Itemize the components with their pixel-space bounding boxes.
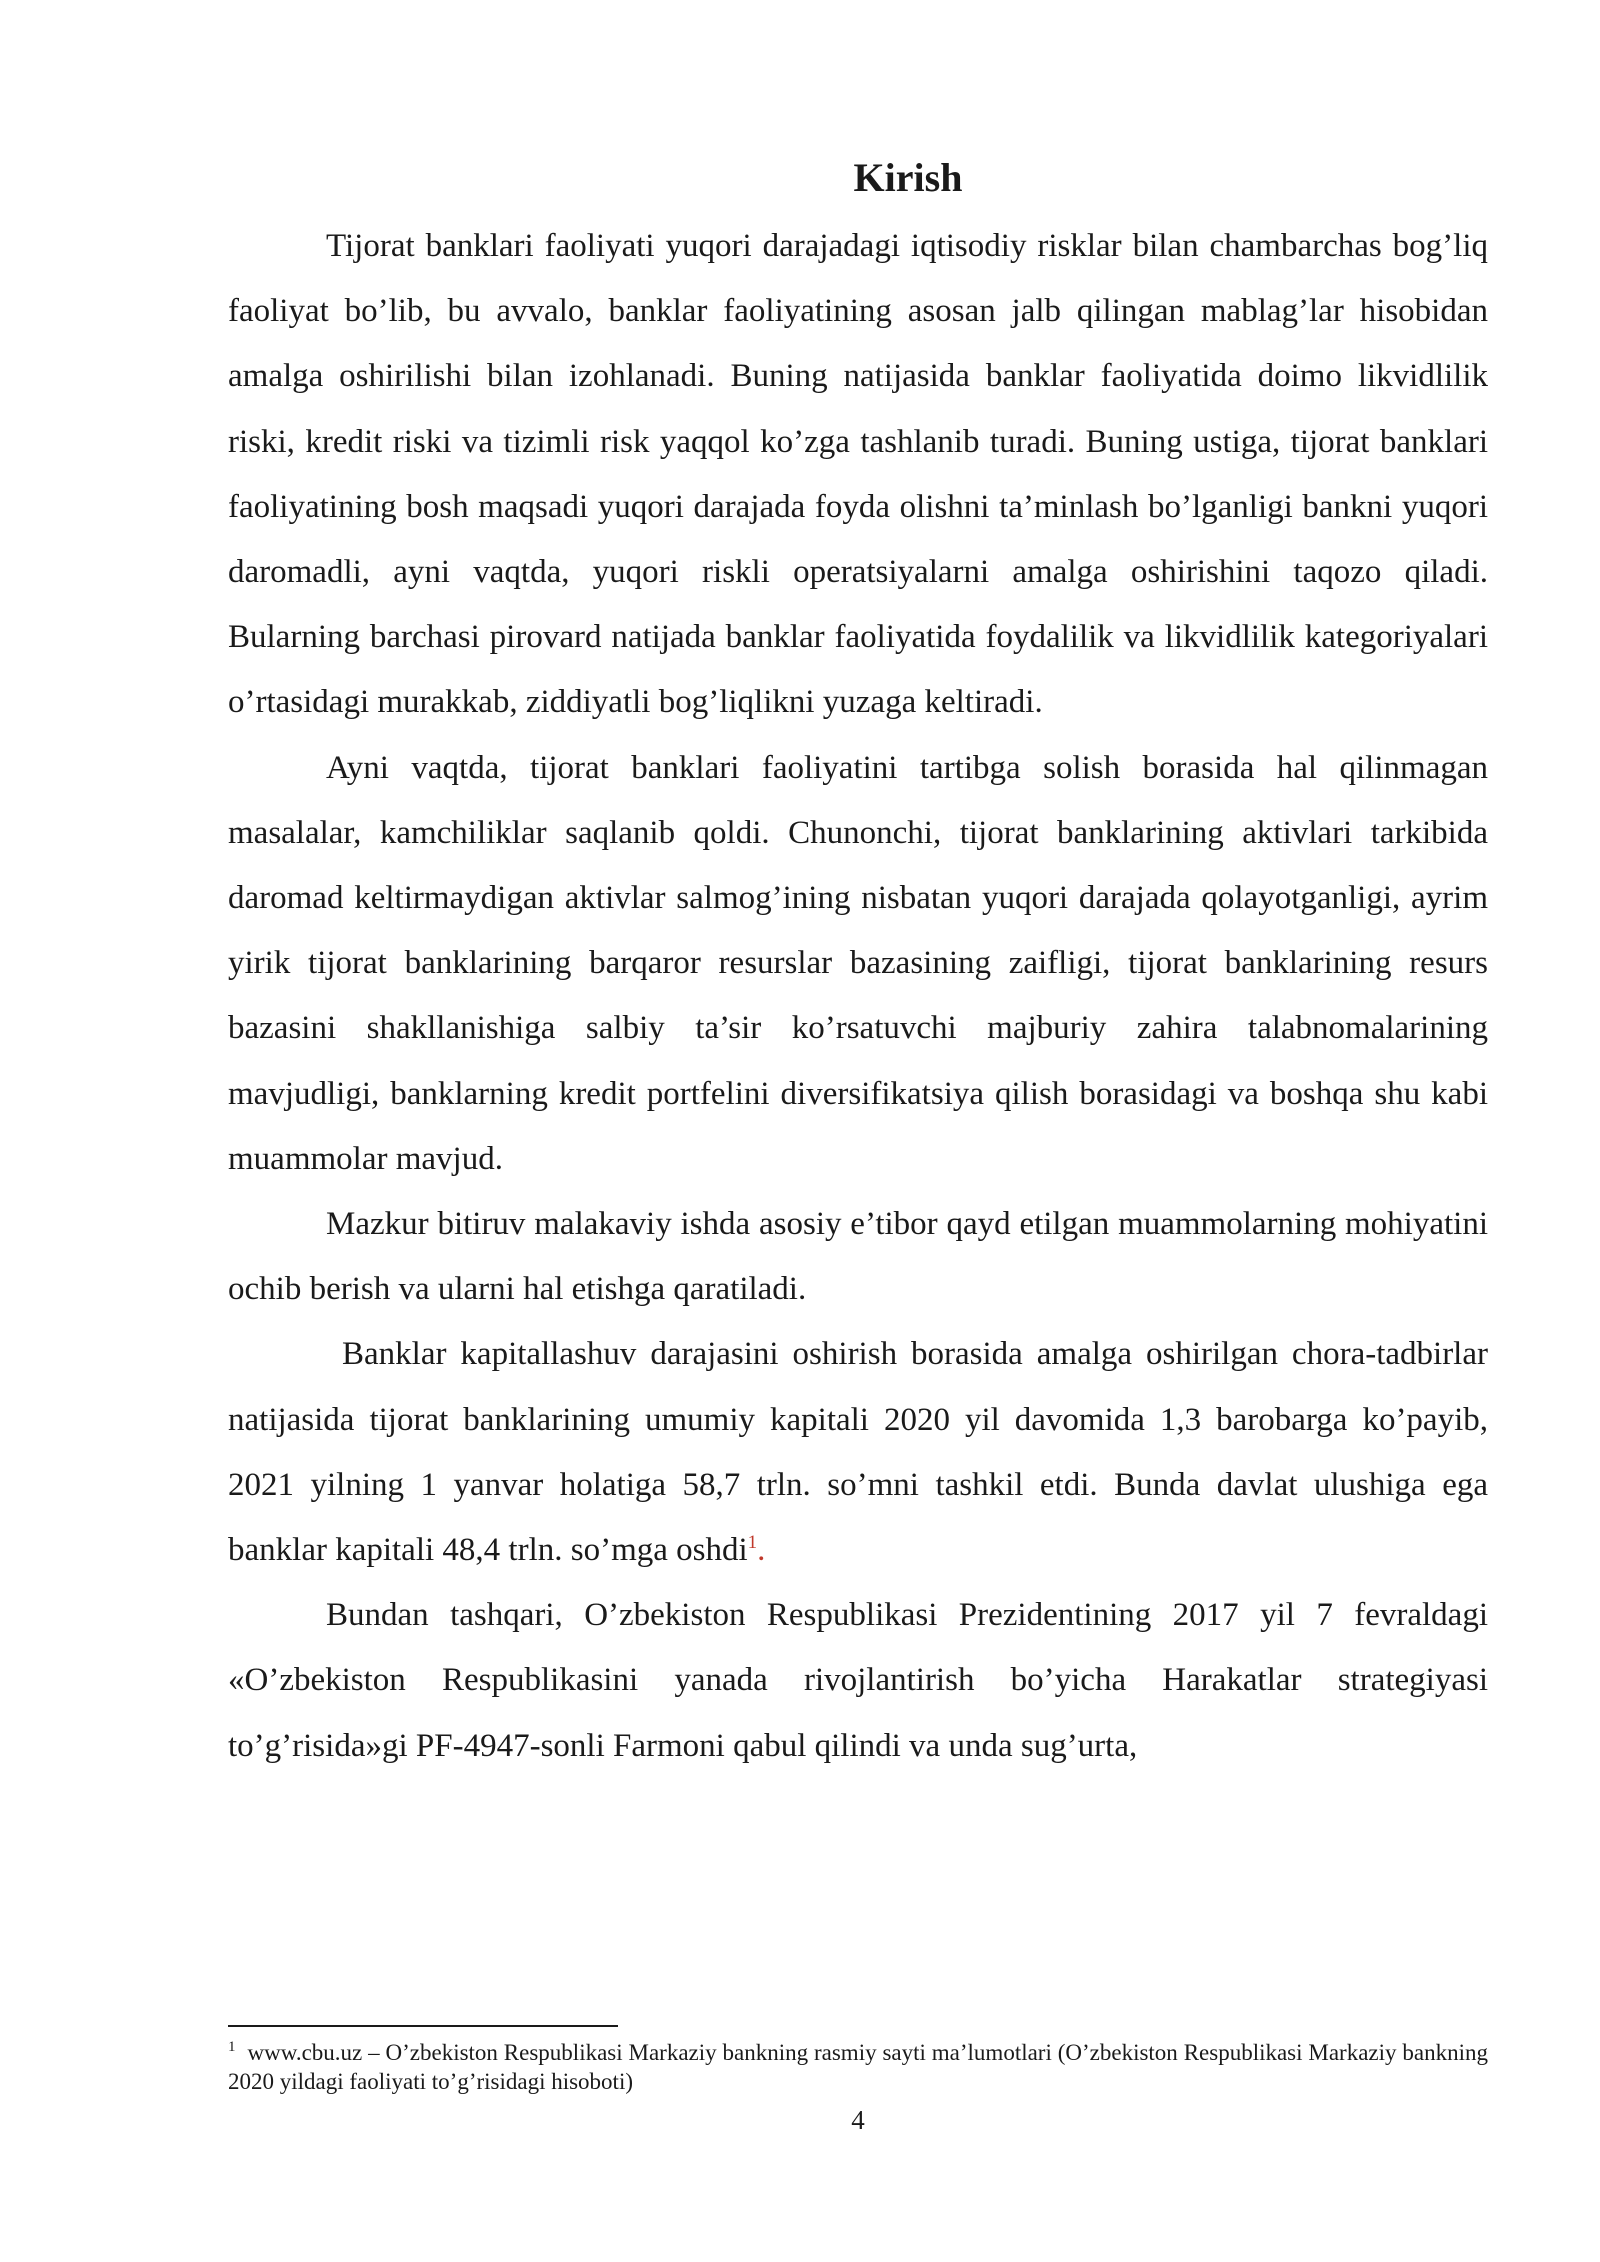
section-heading: Kirish (853, 155, 963, 200)
paragraph-4 (228, 1322, 1488, 1583)
page-number: 4 (851, 2105, 865, 2135)
paragraph-4-text: Banklar kapitallashuv darajasini oshirish borasida amalga oshirilgan chora-tadbirlar natijasida tijorat banklarining umumiy kapitali 2020 yil davomida 1,3 barobarga ko’payib, 2021 yilning 1 yanvar holatiga 58,7 trln. so’mni tashkil etdi. Bunda davlat ulushiga ega banklar kapitali 48,4 trln. so’mga oshdi (228, 1336, 1488, 1569)
paragraph-2: Ayni vaqtda, tijorat banklari faoliyatini tartibga solish borasida hal qilinmagan masalalar, kamchiliklar saqlanib qoldi. Chunonchi, tijorat banklarining aktivlari tarkibida daromad keltirmaydigan aktivlar salmog’ining nisbatan yuqori darajada qolayotganligi, ayrim yirik tijorat banklarining barqaror resurslar bazasining zaifligi, tijorat banklarining resurs bazasini shakllanishiga salbiy ta’sir ko’rsatuvchi majburiy zahira talabnomalarining mavjudligi, banklarning kredit portfelini diversifikatsiya qilish borasidagi va boshqa shu kabi muammolar mavjud. (228, 749, 1488, 1177)
footnote (228, 2038, 1488, 2096)
document-body (228, 148, 1488, 1779)
footnote-number: 1 (228, 2039, 236, 2056)
paragraph-4-end: . (757, 1532, 766, 1569)
paragraph-1: Tijorat banklari faoliyati yuqori darajadagi iqtisodiy risklar bilan chambarchas bog’liq faoliyat bo’lib, bu avvalo, banklar faoliyatining asosan jalb qilingan mablag’lar hisobidan amalga oshirilishi bilan izohlanadi. Buning natijasida banklar faoliyatida doimo likvidlilik riski, kredit riski va tizimli risk yaqqol ko’zga tashlanib turadi. Buning ustiga, tijorat banklari faoliyatining bosh maqsadi yuqori darajada foyda olishni ta’minlash bo’lganligi bankni yuqori daromadli, ayni vaqtda, yuqori riskli operatsiyalarni amalga oshirishini taqozo qiladi. Bularning barchasi pirovard natijada banklar faoliyatida foydalilik va likvidlilik kategoriyalari o’rtasidagi murakkab, ziddiyatli bog’liqlikni yuzaga keltiradi. (228, 228, 1488, 721)
footnote-text: www.cbu.uz – O’zbekiston Respublikasi Markaziy bankning rasmiy sayti ma’lumotlari (O’zbekiston Respublikasi Markaziy bankning 2020 yildagi faoliyati to’g’risidagi hisoboti) (228, 2040, 1488, 2094)
footnote-reference[interactable]: 1 (747, 1532, 758, 1554)
paragraph-5: Bundan tashqari, O’zbekiston Respublikasi Prezidentining 2017 yil 7 fevraldagi «O’zbekiston Respublikasini yanada rivojlantirish bo’yicha Harakatlar strategiyasi to’g’risida»gi PF-4947-sonli Farmoni qabul qilindi va unda sug’urta, (228, 1597, 1488, 1764)
paragraph-3: Mazkur bitiruv malakaviy ishda asosiy e’tibor qayd etilgan muammolarning mohiyatini ochib berish va ularni hal etishga qaratiladi. (228, 1206, 1488, 1308)
footnote-separator (228, 2025, 618, 2027)
